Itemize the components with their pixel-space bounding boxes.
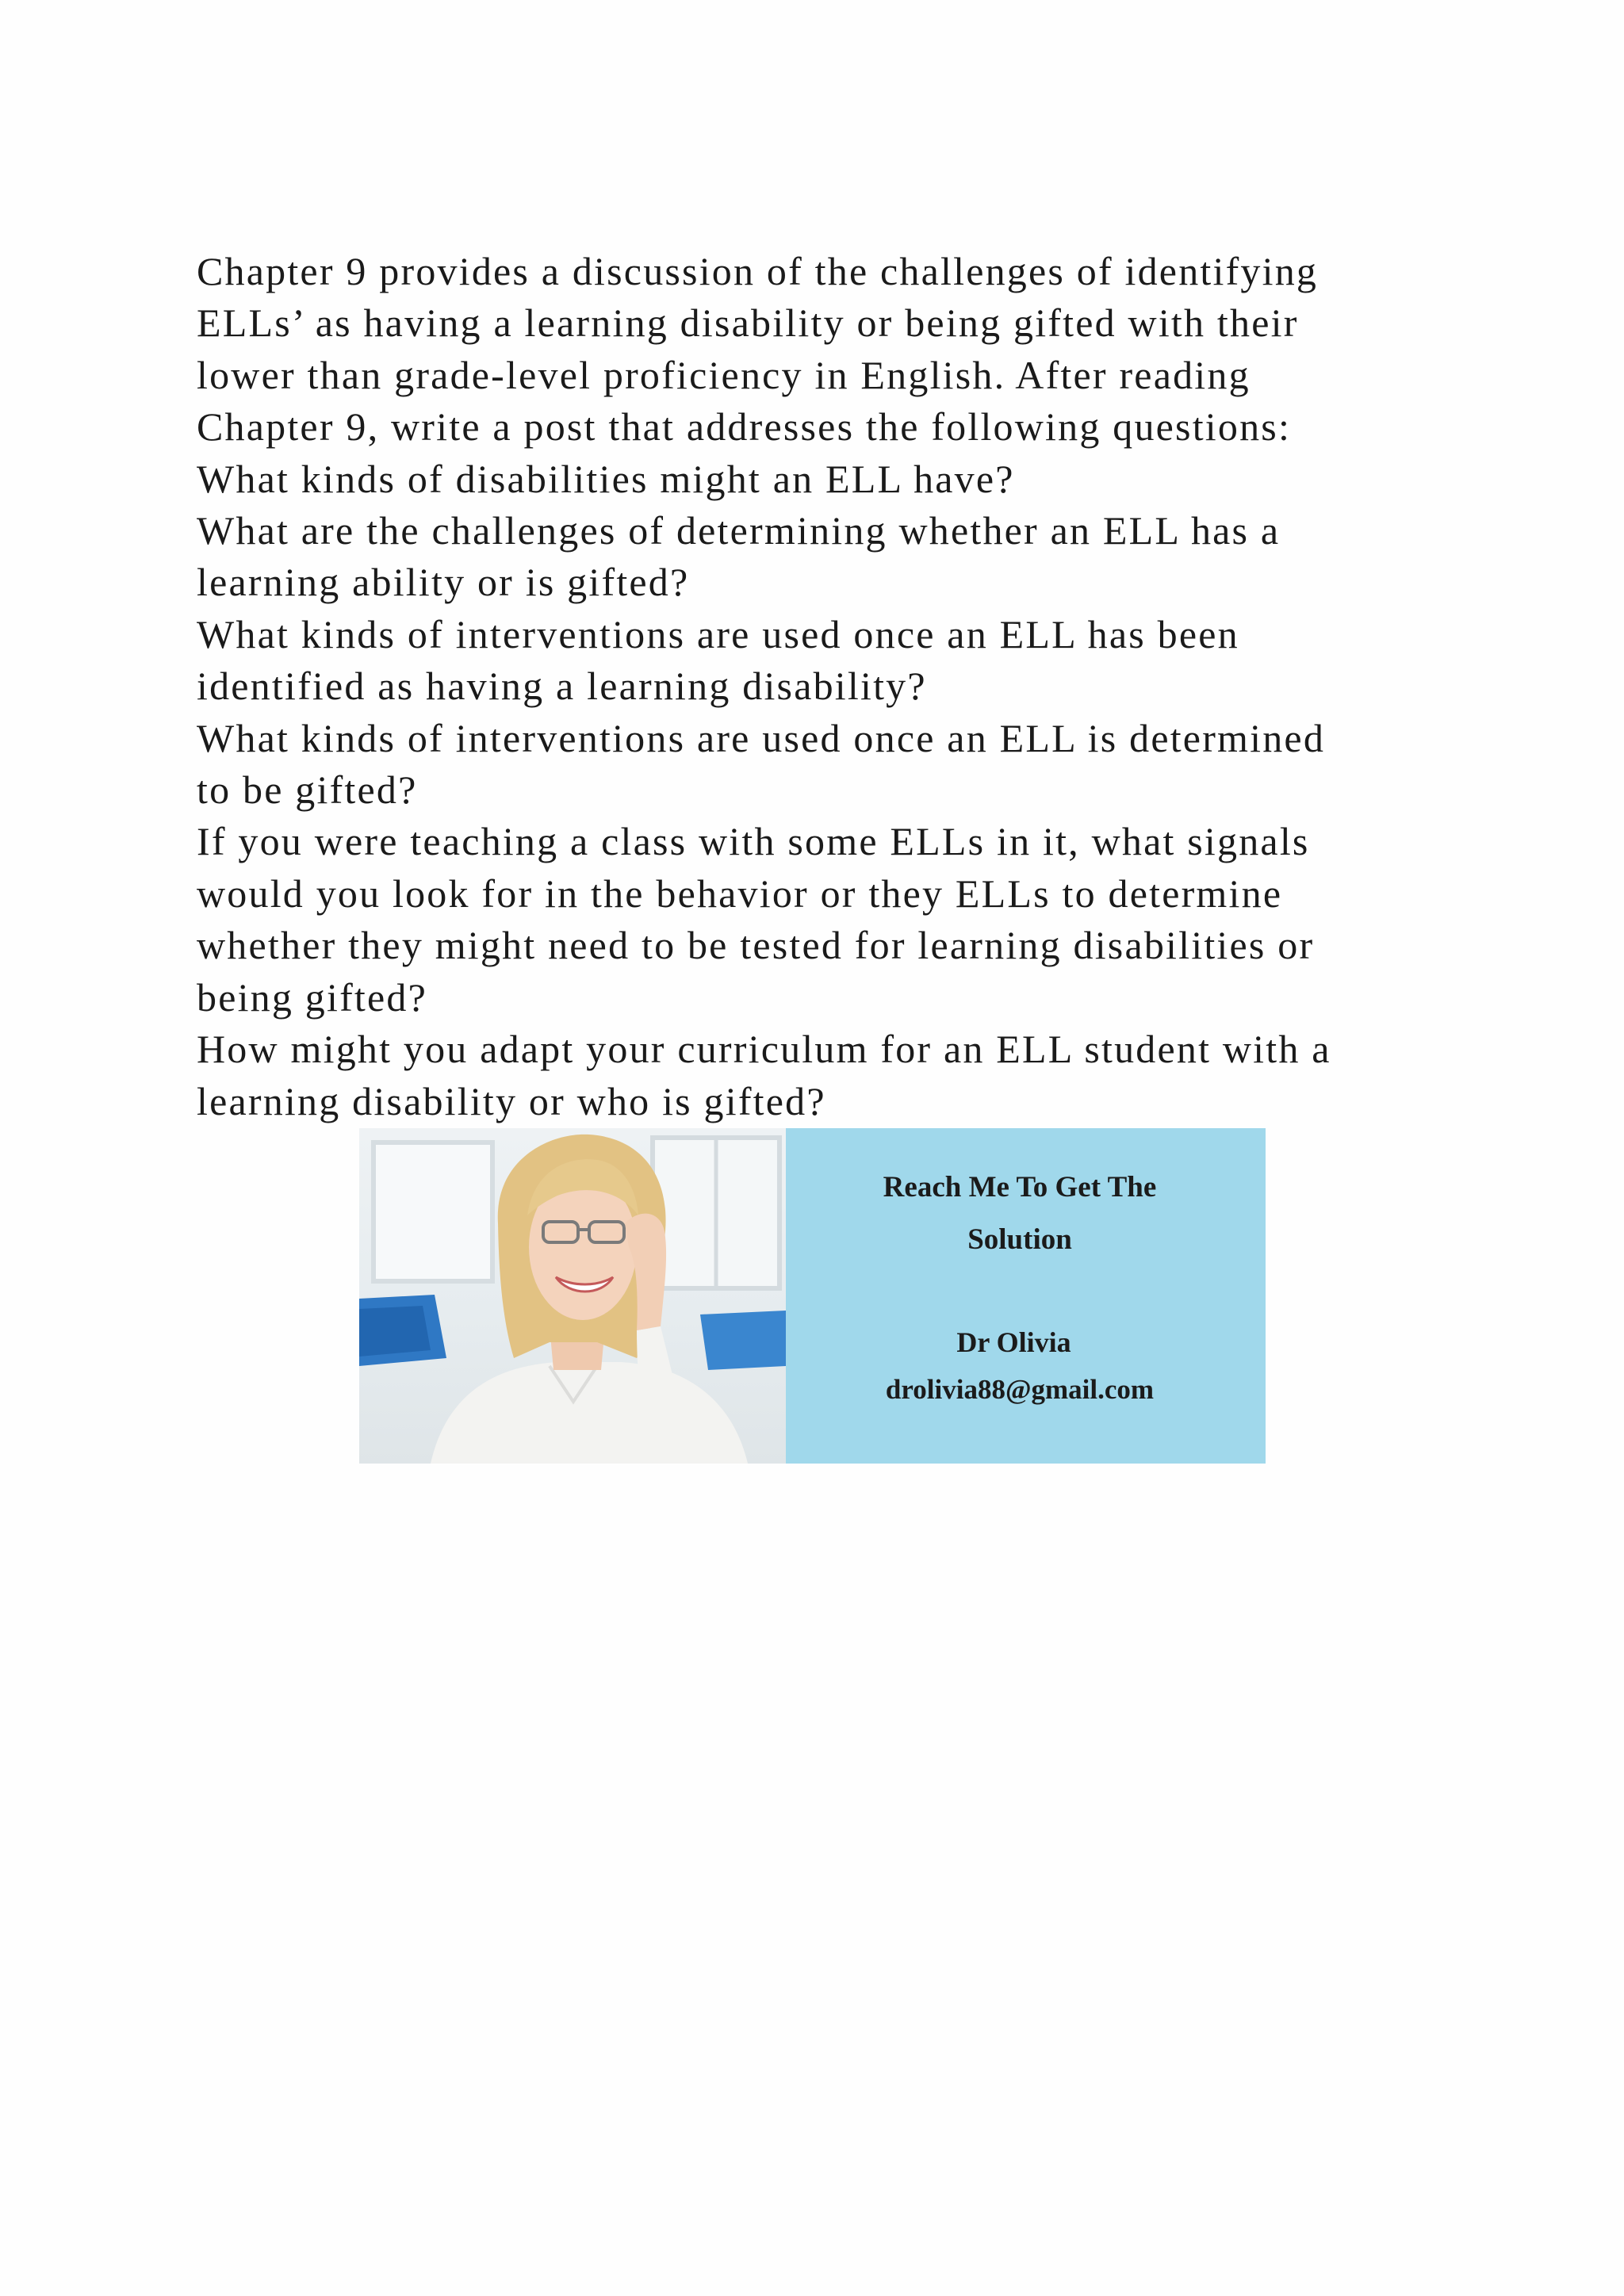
tutor-photo: [359, 1128, 786, 1464]
banner-headline: Reach Me To Get The Solution: [883, 1171, 1157, 1256]
contact-email: drolivia88@gmail.com: [885, 1374, 1155, 1405]
contact-banner: [359, 1128, 1266, 1464]
body-paragraph: Chapter 9 provides a discussion of the challenges of identifying ELLs’ as having a learning disability or being gifted with their lower than grade-level proficiency in English. After reading Chapter 9, write a post that addresses the following questions: What kinds of disabilities might an ELL have? What are the challenges of determining whether an ELL has a learning ability or is gifted? What kinds of interventions are used once an ELL has been identified as having a learning disability? What kinds of interventions are used once an ELL is determined to be gifted? If you were teaching a class with some ELLs in it, what signals would you look for in the behavior or they ELLs to determine whether they might need to be tested for learning disabilities or being gifted? How might you adapt your curriculum for an ELL student with a learning disability or who is gifted?: [197, 249, 1331, 1123]
contact-panel: [786, 1128, 1266, 1464]
contact-name: Dr Olivia: [956, 1326, 1071, 1358]
tutor-photo-illustration: [359, 1128, 786, 1464]
